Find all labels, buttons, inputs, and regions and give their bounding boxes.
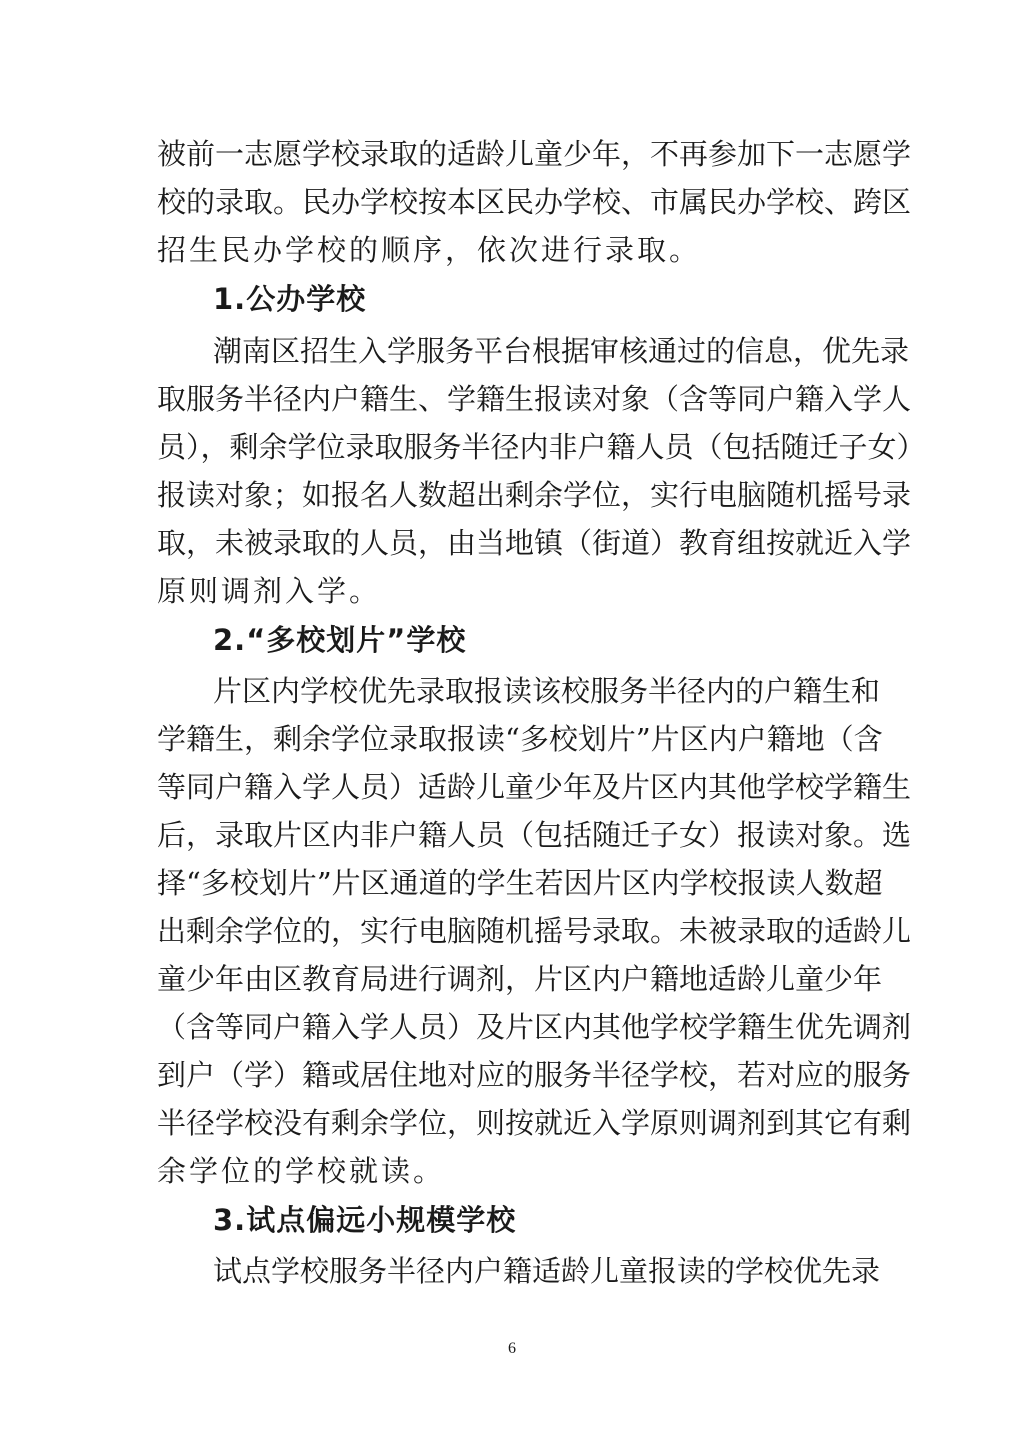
paragraph-line: 员），剩余学位录取服务半径内非户籍人员（包括随迁子女） (157, 430, 926, 464)
section-heading-multi-school-zone: 2.“多校划片”学校 (213, 623, 467, 657)
paragraph-line: 原则调剂入学。 (157, 574, 382, 608)
paragraph-line: 出剩余学位的，实行电脑随机摇号录取。未被录取的适龄儿 (157, 914, 912, 948)
section-heading-pilot-small-schools: 3.试点偏远小规模学校 (213, 1203, 517, 1237)
paragraph-line: 取，未被录取的人员，由当地镇（街道）教育组按就近入学 (157, 526, 912, 560)
paragraph-line: 潮南区招生入学服务平台根据审核通过的信息，优先录 (213, 334, 910, 368)
paragraph-line: 取服务半径内户籍生、学籍生报读对象（含等同户籍入学人 (157, 382, 912, 416)
paragraph-line: 校的录取。民办学校按本区民办学校、市属民办学校、跨区 (157, 185, 912, 219)
paragraph-line: 到户（学）籍或居住地对应的服务半径学校，若对应的服务 (157, 1058, 912, 1092)
paragraph-line: 招生民办学校的顺序，依次进行录取。 (157, 233, 702, 267)
page-number: 6 (508, 1340, 516, 1357)
paragraph-line: 被前一志愿学校录取的适龄儿童少年，不再参加下一志愿学 (157, 137, 912, 171)
paragraph-line: 学籍生，剩余学位录取报读“多校划片”片区内户籍地（含 (157, 722, 883, 756)
paragraph-line: 童少年由区教育局进行调剂，片区内户籍地适龄儿童少年 (157, 962, 883, 996)
paragraph-line: 后，录取片区内非户籍人员（包括随迁子女）报读对象。选 (157, 818, 912, 852)
paragraph-line: 余学位的学校就读。 (157, 1154, 446, 1188)
paragraph-line: 等同户籍入学人员）适龄儿童少年及片区内其他学校学籍生 (157, 770, 912, 804)
paragraph-line: 片区内学校优先录取报读该校服务半径内的户籍生和 (213, 674, 881, 708)
paragraph-line: 试点学校服务半径内户籍适龄儿童报读的学校优先录 (213, 1254, 881, 1288)
paragraph-line: 半径学校没有剩余学位，则按就近入学原则调剂到其它有剩 (157, 1106, 912, 1140)
section-heading-public-schools: 1.公办学校 (213, 282, 367, 316)
paragraph-line: 报读对象；如报名人数超出剩余学位，实行电脑随机摇号录 (157, 478, 912, 512)
paragraph-line: 择“多校划片”片区通道的学生若因片区内学校报读人数超 (157, 866, 883, 900)
paragraph-line: （含等同户籍入学人员）及片区内其他学校学籍生优先调剂 (157, 1010, 912, 1044)
